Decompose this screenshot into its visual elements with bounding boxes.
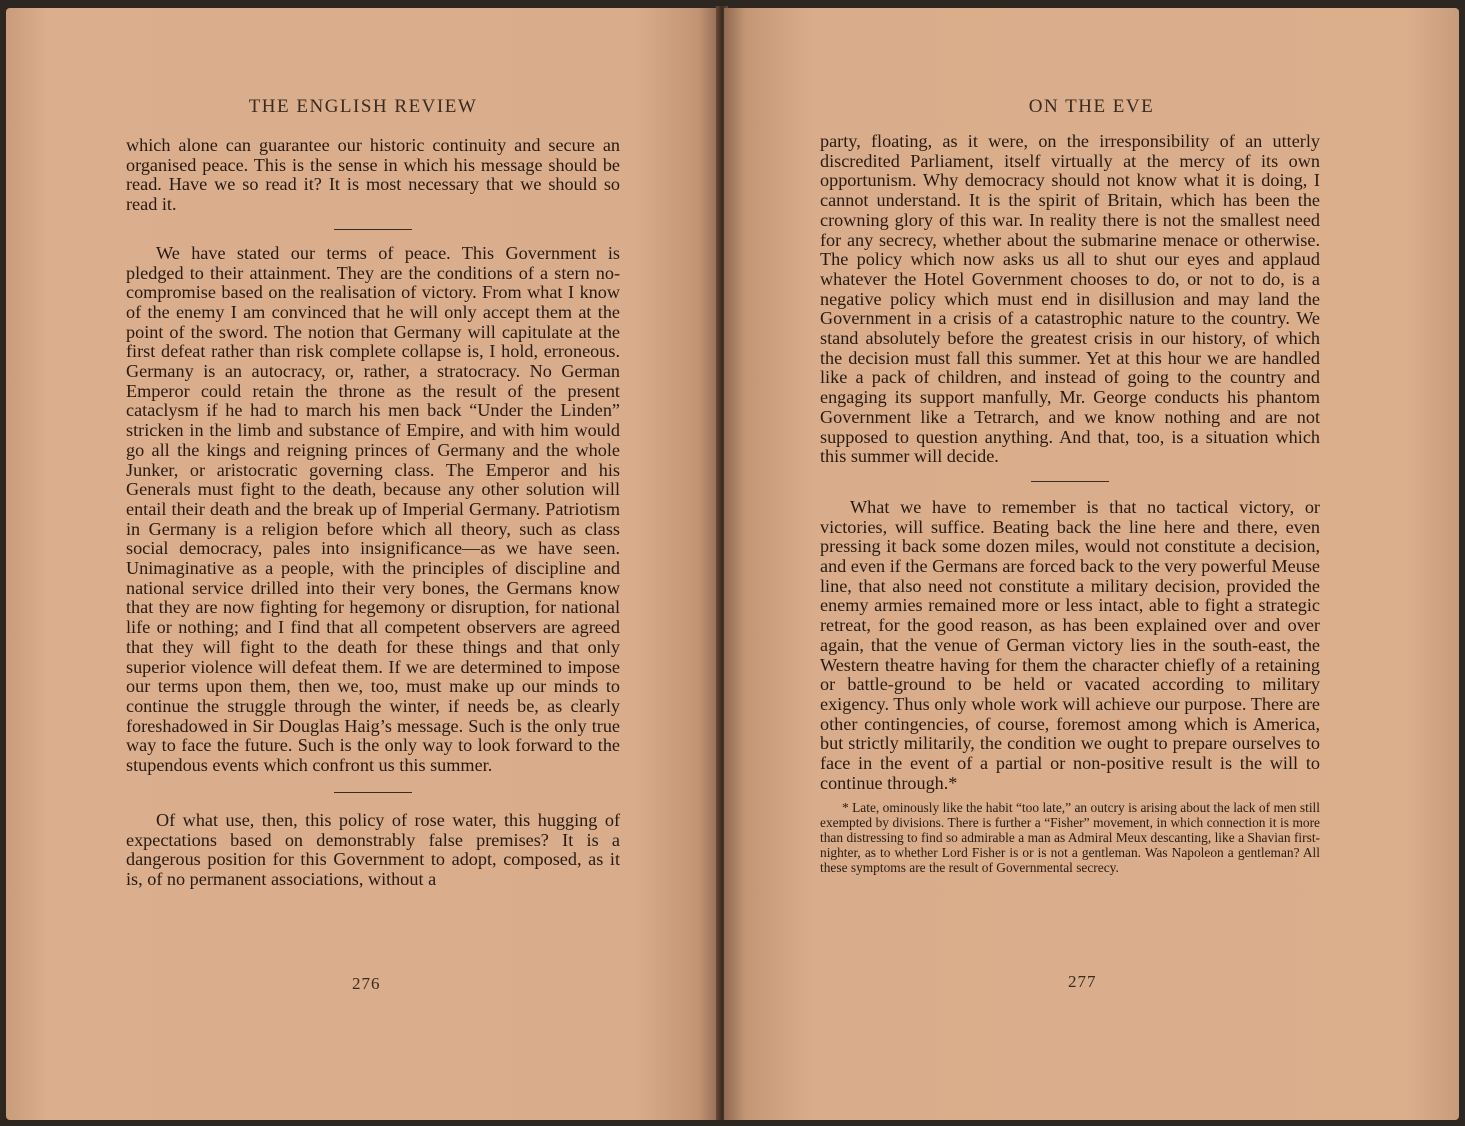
page-number-left: 276 — [352, 974, 381, 993]
running-head-left: THE ENGLISH REVIEW — [248, 96, 478, 117]
footnote — [820, 800, 1320, 875]
left-page-body — [126, 136, 620, 890]
running-head-right: ON THE EVE — [1028, 96, 1155, 117]
footnote-text: * Late, ominously like the habit “too late,” an outcry is arising about the lack of men still exempted by divisions. There is further a “Fisher” movement, in which connection it is more than distressing to find so admirable a man as Admiral Meux descanting, like a Shavian first-nighter, as to whether Lord Fisher is or is not a gentleman. Was Napoleon a gentleman? All these symptoms are the result of Governmental secrecy. — [820, 799, 1320, 875]
paragraph: Of what use, then, this policy of rose water, this hugging of expectations based on demonstrably false premises? It is a dangerous position for this Government to adopt, composed, as it is, of no permanent associations, without a — [126, 809, 620, 889]
paragraph: party, floating, as it were, on the irresponsibility of an utterly discredited Parliament, itself virtually at the mercy of its own opportunism. Why democracy should not know what it is doing, I cannot understand. It is the spirit of Britain, which has been the crowning glory of this war. In reality there is not the smallest need for any secrecy, whether about the submarine menace or otherwise. The policy which now asks us all to shut our eyes and applaud whatever the Hotel Government chooses to do, or not to do, is a negative policy which must end in disillusion and may land the Government in a crisis of a catastrophic nature to the country. We stand absolutely before the greatest crisis in our history, of which the decision must fall this summer. Yet at this hour we are handled like a pack of children, and instead of going to the country and engaging its support manfully, Mr. George conducts his phantom Government like a Tetrarch, and we know nothing and are not supposed to question anything. And that, too, is a situation which this summer will decide. — [820, 131, 1320, 467]
left-page — [6, 8, 720, 1120]
section-divider — [1031, 481, 1109, 482]
section-divider — [334, 792, 412, 793]
paragraph: What we have to remember is that no tactical victory, or victories, will suffice. Beating back the line here and there, even pressing it back some dozen miles, would not constitute a decision, and even if the Germans are forced back to the very powerful Meuse line, that also need not constitute a military decision, provided the enemy armies remained more or less intact, able to fight a strategic retreat, for the good reason, as has been explained over and over again, that the venue of German victory lies in the south-east, the Western theatre having for them the character chiefly of a retaining or battle-ground to be held or vacated according to military exigency. Thus only whole work will achieve our purpose. There are other contingencies, of course, foremost among which is America, but strictly militarily, the condition we ought to prepare ourselves to face in the event of a partial or non-positive result is the will to continue through.* — [820, 496, 1320, 793]
page-number-right: 277 — [1068, 972, 1097, 991]
right-page-body — [820, 132, 1320, 875]
right-page — [724, 8, 1459, 1120]
section-divider — [334, 229, 412, 230]
paragraph: We have stated our terms of peace. This Government is pledged to their attainment. They are the conditions of a stern no-compromise based on the realisation of victory. From what I know of the enemy I am convinced that he will only accept them at the point of the sword. The notion that Germany will capitulate at the first defeat rather than risk complete collapse is, I hold, erroneous. Germany is an autocracy, or, rather, a stratocracy. No German Emperor could retain the throne as the result of the present cataclysm if he had to march his men back “Under the Linden” stricken in the limb and substance of Empire, and with him would go all the kings and reigning princes of Germany and the whole Junker, or aristocratic governing class. The Emperor and his Generals must fight to the death, because any other solution will entail their death and the break up of Imperial Germany. Patriotism in Germany is a religion before which all theory, such as class social democracy, pales into insignificance—as we have seen. Unimaginative as a people, with the principles of discipline and national service drilled into their very bones, the Germans know that they are now fighting for hegemony or disruption, for national life or nothing; and I find that all competent observers are agreed that they will fight to the death for these things and that only superior violence will defeat them. If we are determined to impose our terms upon them, then we, too, must make up our minds to continue the struggle through the winter, if needs be, as clearly foreshadowed in Sir Douglas Haig’s message. Such is the only true way to face the future. Such is the only way to look forward to the stupendous events which confront us this summer. — [126, 242, 620, 776]
paragraph: which alone can guarantee our historic continuity and secure an organised peace. This is the sense in which his message should be read. Have we so read it? It is most necessary that we should so read it. — [126, 135, 620, 215]
